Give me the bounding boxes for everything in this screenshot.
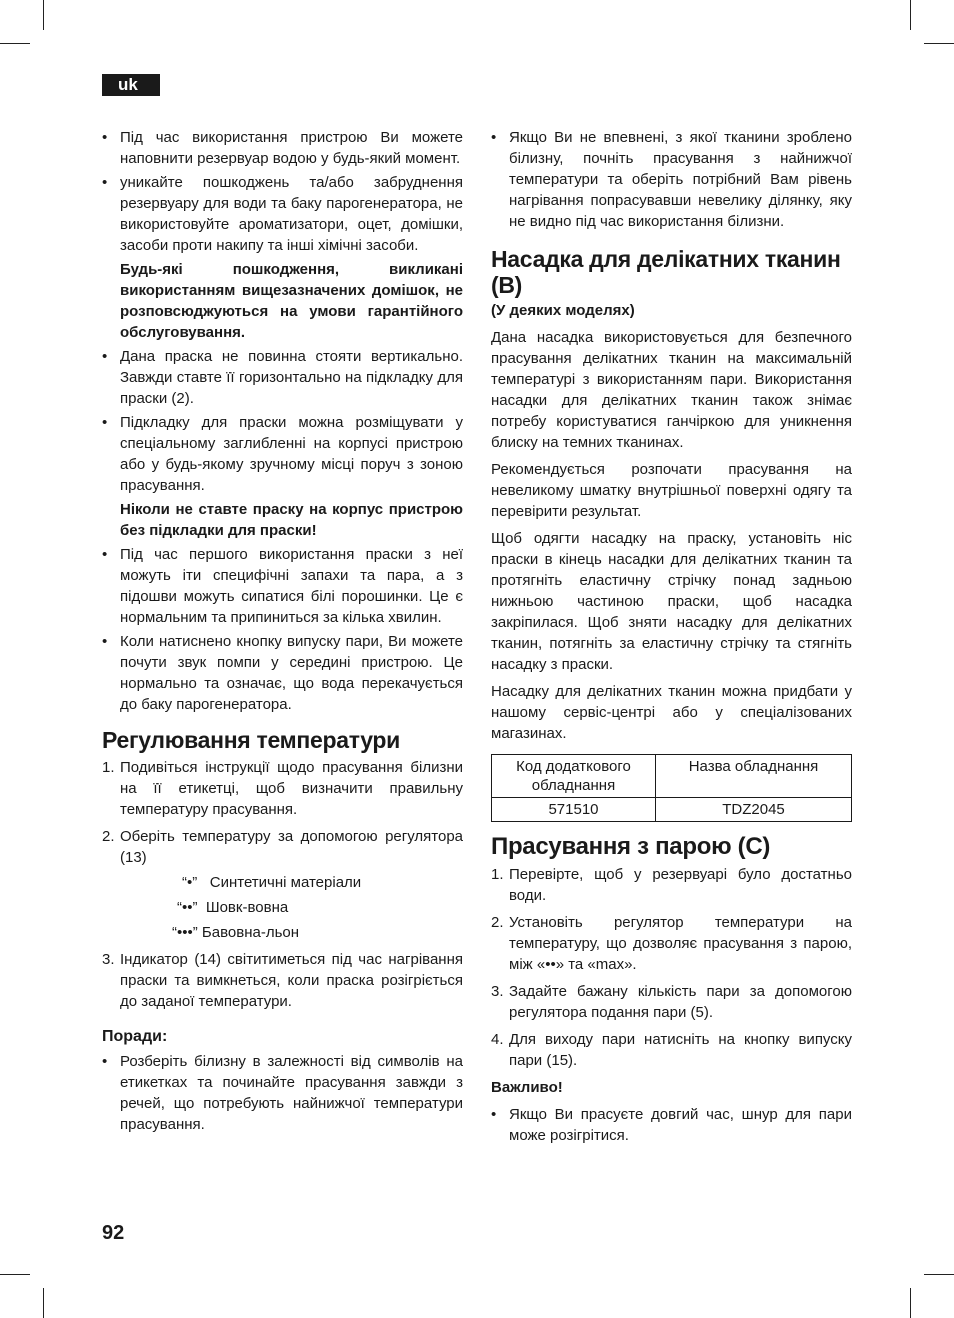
list-item: • Коли натиснено кнопку випуску пари, Ви можете почути звук помпи у середині пристрою. Це нормально та означає, що вода перекачується до баку парогенератора. [102,631,463,715]
step-number: 2. [102,828,115,845]
fabric-label: Бавовна-льон [201,924,300,941]
numbered-step [491,1029,852,1071]
dot-symbol: “•” [182,874,198,891]
left-column [102,127,463,1138]
list-item: • уникайте пошкоджень та/або забруднення резервуару для води та баку парогенератора, не використовуйте ароматизатори, оцет, домішки, засоби проти накипу та інші хімічні засоби. [102,172,463,256]
table-header-cell: Назва обладнання [656,755,852,798]
crop-mark [910,1288,911,1318]
list-item: • Якщо Ви прасуєте довгий час, шнур для пари може розігрітися. [491,1104,852,1146]
table-row [492,798,852,822]
step-number: 3. [102,951,115,968]
list-item: • Дана праска не повинна стояти вертикально. Завжди ставте її горизонтально на підкладку для праски (2). [102,346,463,409]
step-text: Установіть регулятор температури на температуру, що дозволяє прасування з парою, між «••» та «max». [509,914,852,973]
section-subtitle: (У деяких моделях) [491,302,635,319]
step-text: Перевірте, щоб у резервуарі було достатньо води. [509,866,852,904]
crop-mark [910,0,911,30]
step-number: 4. [491,1031,504,1048]
numbered-step [491,912,852,975]
temperature-symbol [102,897,463,918]
dot-symbol: “•••” [172,924,198,941]
numbered-step [491,864,852,906]
step-text: Оберіть температуру за допомогою регулятора (13) [120,828,463,866]
list-item: • Під час першого використання праски з неї можуть іти специфічні запахи та пара, а з підошви можуть сипатися білі порошинки. Це є нормальним та припиниться за кілька хвилин. [102,544,463,628]
dot-symbol: “••” [177,899,198,916]
numbered-step [102,826,463,868]
section-heading-steam: Прасування з парою (C) [491,833,771,860]
page-number: 92 [102,1222,125,1244]
step-text: Індикатор (14) світитиметься під час нагрівання праски та вимкнеться, коли праска розігріється до заданої температури. [120,951,463,1010]
crop-mark [43,0,44,30]
paragraph: Рекомендується розпочати прасування на невеликому шматку внутрішньої поверхні одягу та перевірити результат. [491,461,852,520]
numbered-step [491,981,852,1023]
step-text: Подивіться інструкції щодо прасування білизни на її етикетці, щоб визначити правильну температуру прасування. [120,759,463,818]
section-heading-temperature: Регулювання температури [102,727,401,753]
tips-heading: Поради: [102,1028,168,1045]
numbered-step [102,949,463,1012]
section-heading-delicate: Насадка для делікатних тканин (B) [491,246,841,298]
table-cell: TDZ2045 [656,798,852,822]
fabric-label: Шовк-вовна [205,899,289,916]
table-cell: 571510 [492,798,656,822]
crop-mark [0,1274,30,1275]
crop-mark [0,43,30,44]
paragraph: Дана насадка використовується для безпечного прасування делікатних тканин на максимальній температурі з використанням пари. Використання насадки для делікатних тканин також знімає потребу користуватися ганчіркою для уникнення блиску на темних тканинах. [491,329,852,451]
numbered-step [102,757,463,820]
crop-mark [43,1288,44,1318]
warranty-note: Будь-які пошкодження, викликані використанням вищезазначених домішок, не розповсюджуються на умови гарантійного обслуговування. [120,261,463,341]
temperature-symbol [102,872,463,893]
list-item: • Якщо Ви не впевнені, з якої тканини зроблено білизну, почніть прасування з найнижчої температури та оберіть потрібний Вам рівень нагрівання попрасувавши невелику ділянку, яку не видно під час використання білизни. [491,127,852,232]
list-item: • Розберіть білизну в залежності від символів на етикетках та починайте прасування завжди з речей, що потребують найнижчої температури прасування. [102,1051,463,1135]
table-header-cell: Код додаткового обладнання [492,755,656,798]
list-item: • Підкладку для праски можна розміщувати у спеціальному заглибленні на корпусі пристрою або у будь-якому зручному місці поруч з зоною прасування. [102,412,463,496]
temperature-symbol [102,922,463,943]
warning-note: Ніколи не ставте праску на корпус пристрою без підкладки для праски! [120,501,463,539]
fabric-label: Синтетичні матеріали [209,874,362,891]
paragraph: Насадку для делікатних тканин можна придбати у нашому сервіс-центрі або у спеціалізованих магазинах. [491,683,852,742]
step-text: Задайте бажану кількість пари за допомогою регулятора подання пари (5). [509,983,852,1021]
language-tag: uk [102,74,160,96]
table-row [492,755,852,798]
crop-mark [924,43,954,44]
step-number: 3. [491,983,504,1000]
step-number: 1. [102,759,115,776]
paragraph: Щоб одягти насадку на праску, установіть ніс праски в кінець насадки для делікатних тканин та протягніть еластичну стрічку понад задньою нижньою частиною праски, щоб насадка закріпилася. Щоб зняти насадку для делікатних тканин, потягніть за еластичну стрічку та стягніть насадку з праски. [491,530,852,673]
step-number: 1. [491,866,504,883]
list-item: • Під час використання пристрою Ви можете наповнити резервуар водою у будь-який момент. [102,127,463,169]
step-text: Для виходу пари натисніть на кнопку випуску пари (15). [509,1031,852,1069]
step-number: 2. [491,914,504,931]
important-label: Важливо! [491,1079,563,1096]
accessory-table [491,754,852,822]
crop-mark [924,1274,954,1275]
right-column [491,127,852,1149]
